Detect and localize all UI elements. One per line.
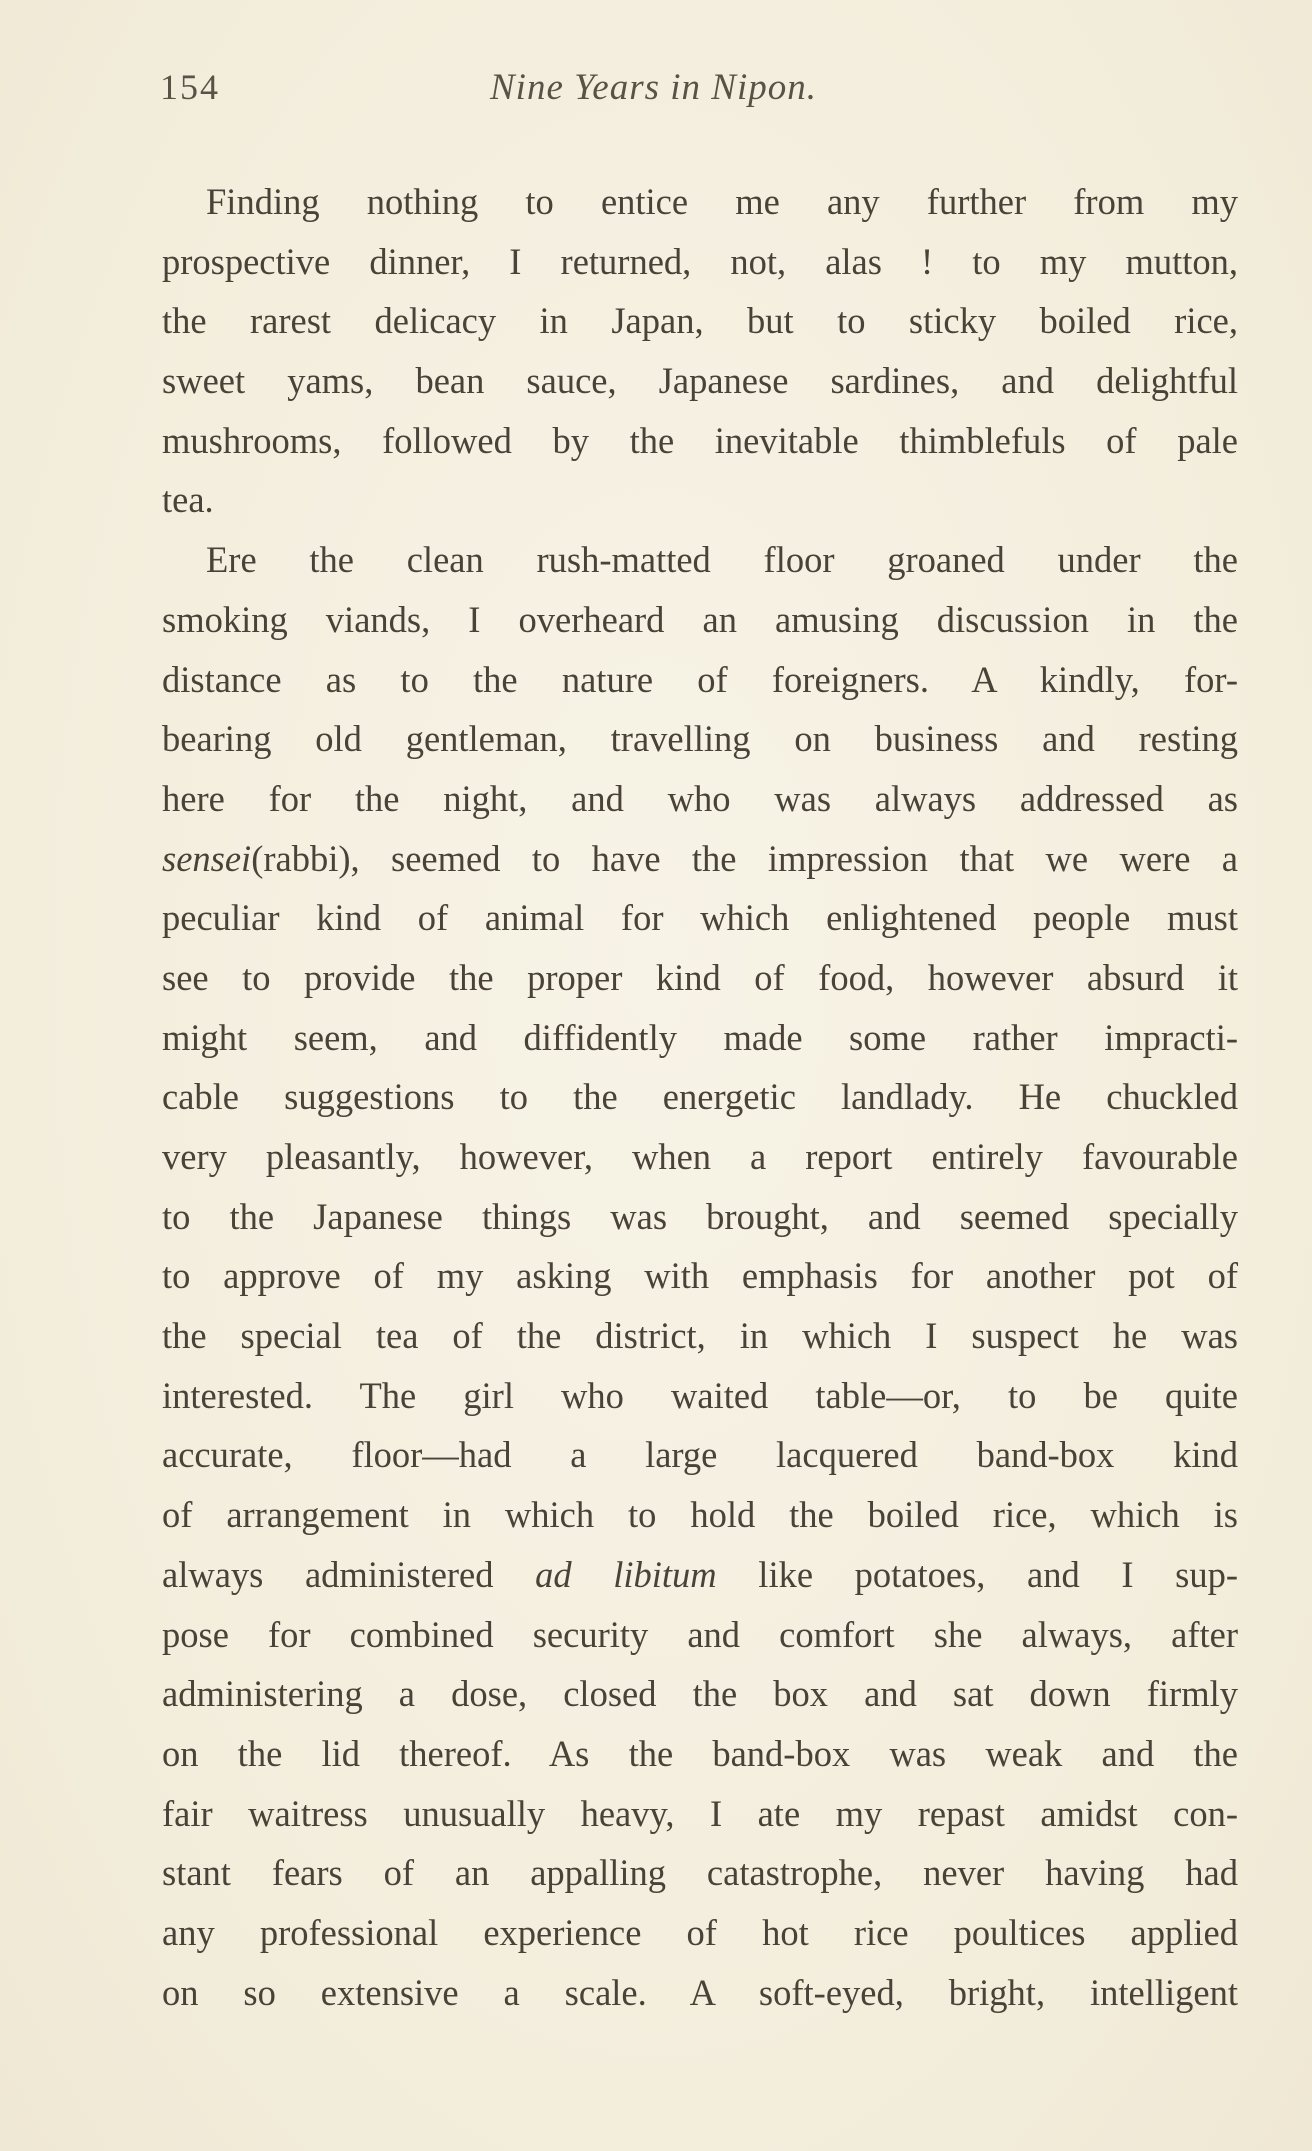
- text-line: accurate, floor—had a large lacquered band-box kind: [162, 1434, 1238, 1476]
- text-segment: (rabbi), seemed to have the impression that we were a: [251, 837, 1238, 879]
- text-line: smoking viands, I overheard an amusing discussion in the: [162, 598, 1238, 640]
- text-line: pose for combined security and comfort she always, after: [162, 1613, 1238, 1655]
- text-line: prospective dinner, I returned, not, alas ! to my mutton,: [162, 240, 1238, 282]
- text-line: fair waitress unusually heavy, I ate my repast amidst con-: [162, 1792, 1238, 1834]
- text-line: Ere the clean rush-matted floor groaned under the: [206, 539, 1238, 581]
- text-line: of arrangement in which to hold the boiled rice, which is: [162, 1494, 1238, 1536]
- body-text: [162, 172, 1238, 2022]
- text-line: distance as to the nature of foreigners. A kindly, for-: [162, 658, 1238, 700]
- text-line: the special tea of the district, in which I suspect he was: [162, 1315, 1238, 1357]
- text-line: here for the night, and who was always addressed as: [162, 777, 1238, 819]
- page-number: 154: [160, 67, 220, 107]
- text-line: to approve of my asking with emphasis for another pot of: [162, 1255, 1238, 1297]
- text-line: might seem, and diffidently made some rather impracti-: [162, 1016, 1238, 1058]
- running-title: Nine Years in Nipon.: [490, 67, 818, 108]
- text-line: peculiar kind of animal for which enlightened people must: [162, 897, 1238, 939]
- text-line: [162, 1545, 1238, 1605]
- text-line: see to provide the proper kind of food, however absurd it: [162, 956, 1238, 998]
- text-segment: like potatoes, and I sup-: [758, 1553, 1238, 1595]
- text-line: sweet yams, bean sauce, Japanese sardines, and delightful: [162, 360, 1238, 402]
- text-line: interested. The girl who waited table—or, to be quite: [162, 1374, 1238, 1416]
- text-line: on so extensive a scale. A soft-eyed, bright, intelligent: [162, 1971, 1238, 2013]
- text-line: to the Japanese things was brought, and seemed specially: [162, 1195, 1238, 1237]
- text-line: very pleasantly, however, when a report entirely favourable: [162, 1136, 1238, 1177]
- text-line: stant fears of an appalling catastrophe, never having had: [162, 1852, 1238, 1894]
- text-line: mushrooms, followed by the inevitable thimblefuls of pale: [162, 419, 1238, 461]
- text-line: bearing old gentleman, travelling on business and resting: [162, 718, 1238, 760]
- text-line: the rarest delicacy in Japan, but to sticky boiled rice,: [162, 300, 1238, 342]
- page-header: [160, 60, 1160, 120]
- text-line: administering a dose, closed the box and sat down firmly: [162, 1673, 1238, 1715]
- text-line: Finding nothing to entice me any further from my: [206, 181, 1238, 222]
- text-line: any professional experience of hot rice poultices applied: [162, 1911, 1238, 1953]
- text-line: cable suggestions to the energetic landlady. He chuckled: [162, 1076, 1238, 1118]
- italic-term: ad libitum: [535, 1553, 717, 1595]
- text-line: tea.: [162, 479, 214, 521]
- text-line: [162, 829, 1238, 889]
- text-segment: always administered: [162, 1553, 494, 1595]
- text-line: on the lid thereof. As the band-box was weak and the: [162, 1732, 1238, 1774]
- italic-term: sensei: [162, 837, 252, 879]
